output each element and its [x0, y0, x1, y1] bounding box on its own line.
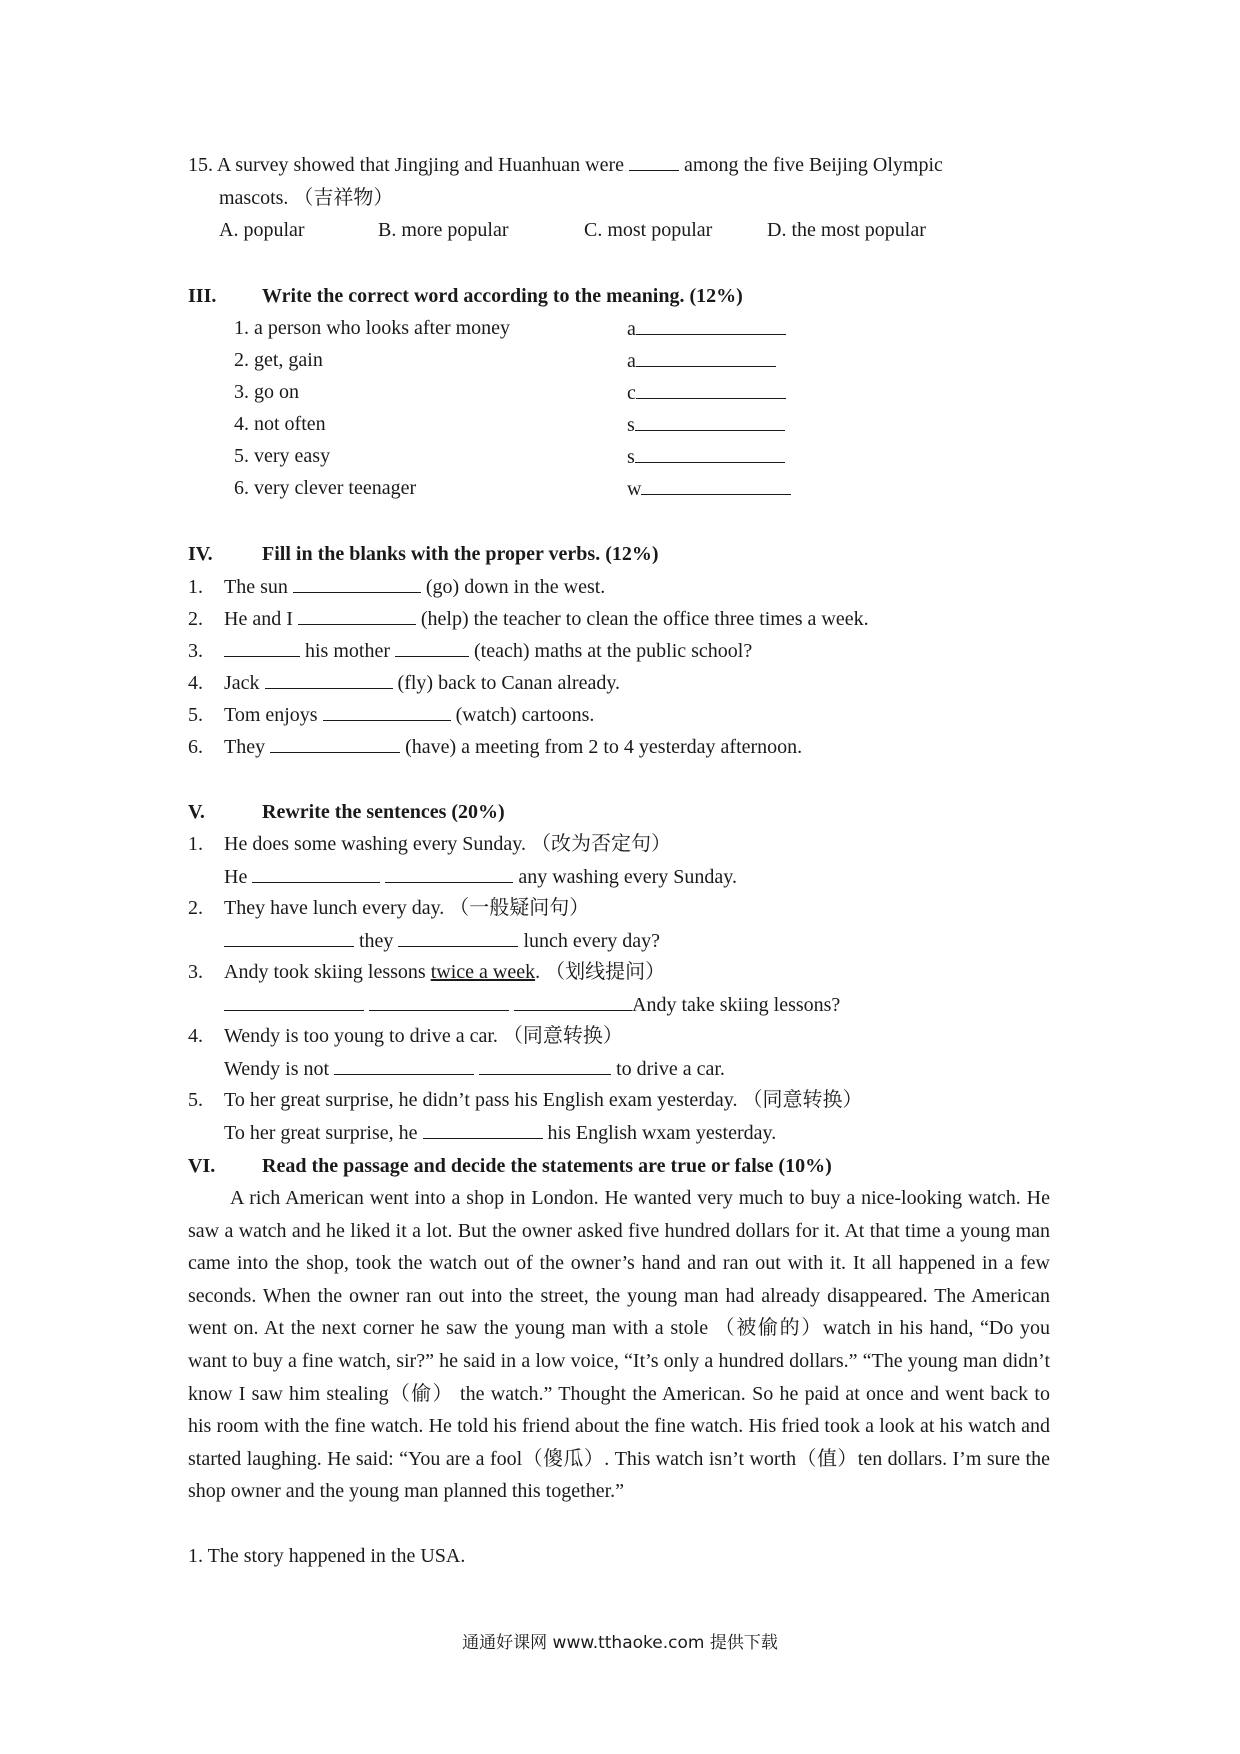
section3-number: III.	[188, 285, 217, 307]
q15-option-b[interactable]: B. more popular	[378, 219, 509, 241]
item-number: 2.	[188, 897, 203, 919]
item-text: (help) the teacher to clean the office three times a week.	[420, 608, 869, 630]
item-text: Tom enjoys	[224, 704, 318, 726]
section3-title: Write the correct word according to the meaning. (12%)	[262, 285, 743, 307]
s3-item-4: 4. not often	[234, 413, 326, 435]
q15-text: 15. A survey showed that Jingjing and Huanhuan were	[188, 154, 625, 176]
q15-option-d[interactable]: D. the most popular	[767, 219, 926, 241]
answer-blank[interactable]	[398, 926, 518, 947]
s5-q1	[188, 830, 671, 858]
answer-blank[interactable]	[224, 990, 364, 1011]
item-text: To her great surprise, he	[224, 1122, 418, 1144]
answer-blank[interactable]	[385, 862, 513, 883]
item-text: He does some washing every Sunday. （改为否定句）	[224, 833, 671, 855]
item-text: They have lunch every day. （一般疑问句）	[224, 897, 590, 919]
answer-blank[interactable]	[270, 732, 400, 753]
reading-passage: A rich American went into a shop in London. He wanted very much to buy a nice-looking watch. He saw a watch and he liked it a lot. But the owner asked five hundred dollars for it. At that time a young man came into the shop, took the watch out of the owner’s hand and ran out with it. It all happened in a few seconds. When the owner ran out into the street, the young man had already disappeared. The American went on. At the next corner he saw the young man with a stole （被偷的）watch in his hand, “Do you want to buy a fine watch, sir?” he said in a low voice, “It’s only a hundred dollars.” “The young man didn’t know I saw him stealing（偷） the watch.” Thought the American. So he paid at once and went back to his room with the fine watch. He told his friend about the fine watch. His fried took a look at his watch and started laughing. He said: “You are a fool（傻瓜）. This watch isn’t worth（值）ten dollars. I’m sure the shop owner and the young man planned this together.”	[188, 1187, 1050, 1503]
answer-blank[interactable]	[636, 314, 786, 335]
answer-blank[interactable]	[641, 474, 791, 495]
answer-blank[interactable]	[636, 378, 786, 399]
hint-letter: w	[627, 478, 642, 500]
answer-blank[interactable]	[293, 572, 421, 593]
answer-blank[interactable]	[323, 700, 451, 721]
s3-item-3: 3. go on	[234, 381, 299, 403]
s5-q4-answer	[224, 1054, 725, 1083]
q15-line2: mascots. （吉祥物）	[219, 187, 394, 209]
item-text: Andy take skiing lessons?	[632, 994, 841, 1016]
item-text: lunch every day?	[523, 930, 661, 952]
item-number: 1.	[188, 576, 203, 598]
item-text: Jack	[224, 672, 260, 694]
item-text: (go) down in the west.	[425, 576, 606, 598]
answer-blank[interactable]	[298, 604, 416, 625]
item-text: Wendy is not	[224, 1058, 330, 1080]
page-footer: 通通好课网 www.tthaoke.com 提供下载	[462, 1633, 778, 1653]
section5-title: Rewrite the sentences (20%)	[262, 801, 505, 823]
s3-item-6: 6. very clever teenager	[234, 477, 417, 499]
item-text: . （划线提问）	[535, 961, 666, 983]
hint-letter: a	[627, 318, 636, 340]
s3-item-1: 1. a person who looks after money	[234, 317, 511, 339]
section6-number: VI.	[188, 1155, 216, 1177]
answer-blank[interactable]	[369, 990, 509, 1011]
answer-blank[interactable]	[395, 636, 469, 657]
s3-item-5: 5. very easy	[234, 445, 331, 467]
section5-number: V.	[188, 801, 205, 823]
s4-item-6	[188, 732, 802, 761]
answer-blank[interactable]	[635, 442, 785, 463]
section4-number: IV.	[188, 543, 213, 565]
answer-blank[interactable]	[224, 926, 354, 947]
hint-letter: s	[627, 446, 635, 468]
hint-letter: c	[627, 382, 636, 404]
item-text: his mother	[305, 640, 390, 662]
item-number: 4.	[188, 672, 203, 694]
q15-option-a[interactable]: A. popular	[219, 219, 305, 241]
s3-answer-6[interactable]	[627, 474, 791, 503]
item-text: They	[224, 736, 266, 758]
item-number: 5.	[188, 1089, 203, 1111]
answer-blank[interactable]	[636, 346, 776, 367]
answer-blank[interactable]	[629, 150, 679, 171]
answer-blank[interactable]	[423, 1118, 543, 1139]
s5-q2-answer	[224, 926, 660, 955]
s5-q3-answer	[224, 990, 840, 1019]
s3-answer-1[interactable]	[627, 314, 786, 343]
item-text: (have) a meeting from 2 to 4 yesterday afternoon.	[405, 736, 803, 758]
underlined-phrase: twice a week	[430, 961, 536, 983]
s5-q5	[188, 1086, 862, 1114]
section4-title: Fill in the blanks with the proper verbs. (12%)	[262, 543, 659, 565]
s5-q5-answer	[224, 1118, 776, 1147]
section6-title: Read the passage and decide the statements are true or false (10%)	[262, 1155, 832, 1177]
answer-blank[interactable]	[334, 1054, 474, 1075]
item-text: they	[359, 930, 394, 952]
item-text: To her great surprise, he didn’t pass his English exam yesterday. （同意转换）	[224, 1089, 863, 1111]
answer-blank[interactable]	[635, 410, 785, 431]
answer-blank[interactable]	[514, 990, 632, 1011]
s4-item-3	[188, 636, 752, 665]
s3-answer-2[interactable]	[627, 346, 776, 375]
item-number: 2.	[188, 608, 203, 630]
s4-item-2	[188, 604, 869, 633]
s3-item-2: 2. get, gain	[234, 349, 323, 371]
q15-option-c[interactable]: C. most popular	[584, 219, 713, 241]
s3-answer-5[interactable]	[627, 442, 785, 471]
s3-answer-4[interactable]	[627, 410, 785, 439]
s4-item-5	[188, 700, 594, 729]
item-text: (teach) maths at the public school?	[474, 640, 753, 662]
item-text: Wendy is too young to drive a car. （同意转换）	[224, 1025, 623, 1047]
s5-q3	[188, 958, 665, 986]
s5-q2	[188, 894, 589, 922]
item-text: He	[224, 866, 248, 888]
hint-letter: a	[627, 350, 636, 372]
s4-item-1	[188, 572, 605, 601]
item-text: his English wxam yesterday.	[547, 1122, 777, 1144]
s5-q1-answer	[224, 862, 737, 891]
item-number: 6.	[188, 736, 203, 758]
s5-q4	[188, 1022, 623, 1050]
item-number: 1.	[188, 833, 203, 855]
item-text: (fly) back to Canan already.	[397, 672, 621, 694]
item-text: He and I	[224, 608, 293, 630]
statement-1: 1. The story happened in the USA.	[188, 1545, 466, 1567]
item-number: 5.	[188, 704, 203, 726]
item-number: 3.	[188, 961, 203, 983]
item-text: Andy took skiing lessons	[224, 961, 426, 983]
s3-answer-3[interactable]	[627, 378, 786, 407]
item-text: to drive a car.	[616, 1058, 725, 1080]
answer-blank[interactable]	[224, 636, 300, 657]
answer-blank[interactable]	[252, 862, 380, 883]
answer-blank[interactable]	[265, 668, 393, 689]
hint-letter: s	[627, 414, 635, 436]
item-text: The sun	[224, 576, 288, 598]
q15-line1	[188, 150, 943, 179]
item-number: 3.	[188, 640, 203, 662]
s4-item-4	[188, 668, 620, 697]
item-text: any washing every Sunday.	[518, 866, 737, 888]
item-number: 4.	[188, 1025, 203, 1047]
q15-text-b: among the five Beijing Olympic	[684, 154, 943, 176]
item-text: (watch) cartoons.	[455, 704, 595, 726]
answer-blank[interactable]	[479, 1054, 611, 1075]
